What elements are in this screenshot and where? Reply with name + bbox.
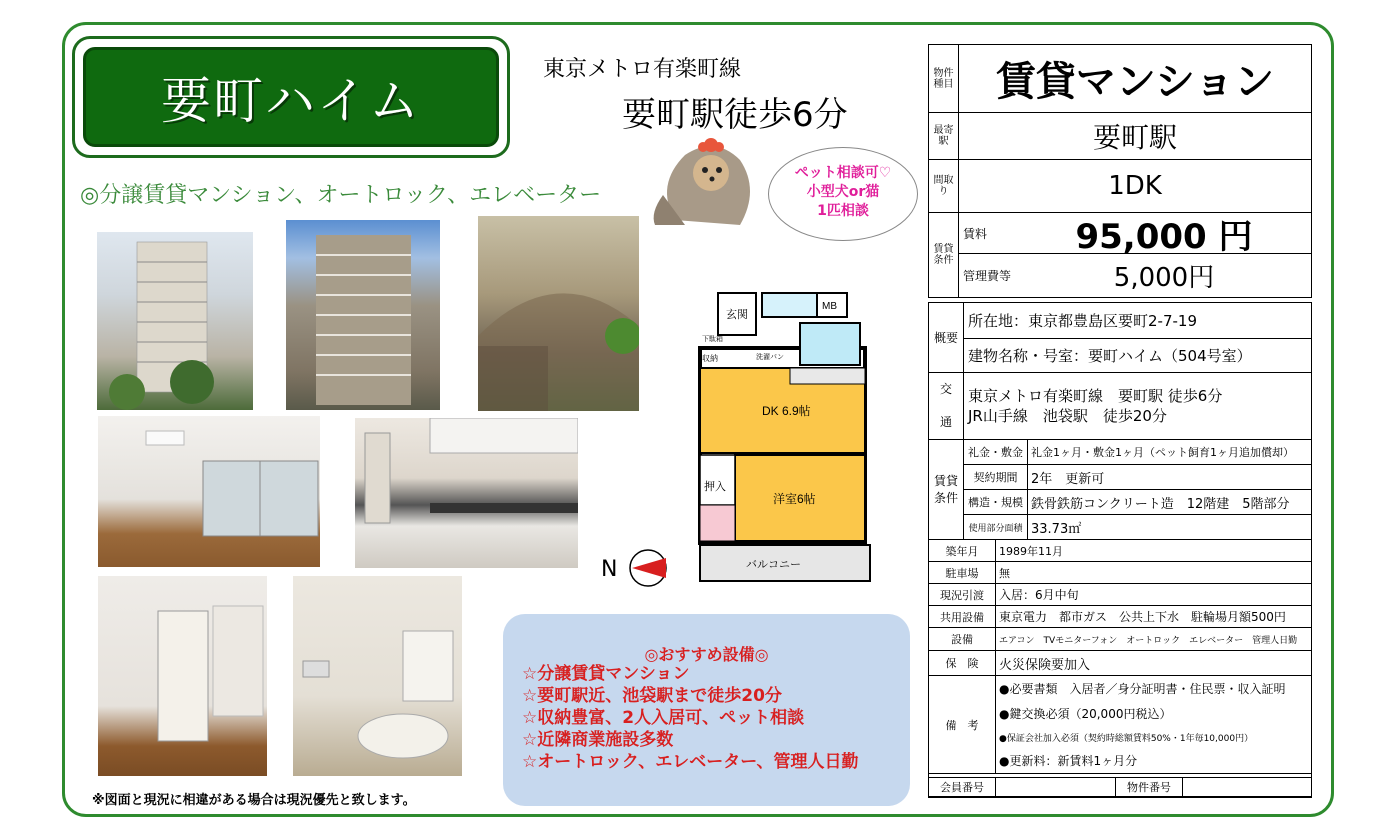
recommend-item: ☆オートロック、エレベーター、管理人日勤 xyxy=(522,752,859,772)
station-walk: 要町駅徒歩6分 xyxy=(622,95,848,135)
layout-label: 間取り xyxy=(929,160,959,213)
deposit-value: 礼金1ヶ月・敷金1ヶ月（ペット飼育1ヶ月追加償却） xyxy=(1028,440,1311,465)
transport-line-1: 東京メトロ有楽町線 要町駅 徒歩6分 xyxy=(968,387,1223,405)
building-photo-2 xyxy=(286,220,440,410)
remarks-value xyxy=(996,676,1311,774)
footnote: ※図面と現況に相違がある場合は現況優先と致します。 xyxy=(92,793,416,808)
transport-label-2: 通 xyxy=(939,415,952,429)
mgmt-value: 5,000円 xyxy=(1113,263,1215,293)
layout-value: 1DK xyxy=(959,160,1311,213)
property-no-label: 物件番号 xyxy=(1116,777,1183,797)
fp-laundry: 洗濯パン xyxy=(756,354,784,361)
built-value: 1989年11月 xyxy=(996,540,1311,562)
handover-value: 入居：6月中旬 xyxy=(996,584,1311,606)
utilities-label: 共用設備 xyxy=(929,606,996,628)
fp-closet: 押入 xyxy=(704,481,726,493)
fp-western: 洋室6帖 xyxy=(773,492,816,506)
recommend-item: ☆収納豊富、2人入居可、ペット相談 xyxy=(522,708,805,728)
fp-balcony: バルコニー xyxy=(746,559,801,571)
mgmt-label: 管理費等 xyxy=(963,268,1012,283)
remark-item: ●必要書類 入居者／身分証明書・住民票・収入証明 xyxy=(999,682,1286,697)
remarks-label: 備 考 xyxy=(929,676,996,774)
overview-label: 概要 xyxy=(929,303,964,373)
built-label: 築年月 xyxy=(929,540,996,562)
recommend-list xyxy=(522,663,859,773)
transport-line-2: JR山手線 池袋駅 徒歩20分 xyxy=(968,407,1167,425)
recommend-item: ☆分譲賃貸マンション xyxy=(522,664,690,684)
equipment-value: エアコン TVモニターフォン オートロック エレベーター 管理人日勤 xyxy=(996,628,1311,651)
transport-label xyxy=(929,373,964,440)
pet-line-3: 1匹相談 xyxy=(817,203,869,219)
contract-label: 契約期間 xyxy=(964,465,1028,490)
insurance-label: 保 険 xyxy=(929,651,996,676)
fp-shoe: 下駄箱 xyxy=(702,336,723,343)
floor-plan xyxy=(690,273,880,603)
member-value xyxy=(996,777,1116,797)
station-label: 最寄駅 xyxy=(929,113,959,160)
terms2-label: 賃貸条件 xyxy=(929,440,964,540)
transport-value xyxy=(964,373,1311,440)
building-photo-1 xyxy=(97,232,253,410)
recommend-title: ◎おすすめ設備◎ xyxy=(644,645,769,664)
remark-item: ●鍵交換必須（20,000円税込） xyxy=(999,707,1172,722)
room-photo xyxy=(98,416,320,567)
building-name: 建物名称・号室：要町ハイム（504号室） xyxy=(964,339,1311,373)
parking-label: 駐車場 xyxy=(929,562,996,584)
utilities-value: 東京電力 都市ガス 公共上下水 駐輪場月額500円 xyxy=(996,606,1311,628)
train-line: 東京メトロ有楽町線 xyxy=(543,57,742,82)
equipment-label: 設備 xyxy=(929,628,996,651)
area-value: 33.73㎡ xyxy=(1028,515,1311,540)
recommend-item: ☆近隣商業施設多数 xyxy=(522,730,674,750)
property-name: 要町ハイム xyxy=(83,47,499,147)
parking-value: 無 xyxy=(996,562,1311,584)
pet-line-2: 小型犬or猫 xyxy=(806,184,880,200)
pet-bubble-text xyxy=(768,164,918,221)
area-label: 使用部分面積 xyxy=(964,515,1028,540)
fp-mb: MB xyxy=(822,301,837,312)
features-line: ◎分譲賃貸マンション、オートロック、エレベーター xyxy=(80,183,602,208)
contract-value: 2年 更新可 xyxy=(1028,465,1311,490)
pet-line-1: ペット相談可♡ xyxy=(794,165,892,181)
entrance-photo xyxy=(478,216,639,411)
structure-label: 構造・規模 xyxy=(964,490,1028,515)
remark-item: ●更新料：新賃料1ヶ月分 xyxy=(999,753,1138,768)
fp-dk: DK 6.9帖 xyxy=(762,404,811,418)
deposit-label: 礼金・敷金 xyxy=(964,440,1028,465)
structure-value: 鉄骨鉄筋コンクリート造 12階建 5階部分 xyxy=(1028,490,1311,515)
compass-n-label: N xyxy=(601,557,618,582)
toilet-photo xyxy=(293,576,462,776)
recommend-item: ☆要町駅近、池袋駅まで徒歩20分 xyxy=(522,686,782,706)
title-banner xyxy=(72,36,510,158)
handover-label: 現況引渡 xyxy=(929,584,996,606)
fp-entrance: 玄関 xyxy=(726,309,748,321)
station-value: 要町駅 xyxy=(959,113,1311,160)
kitchen-photo xyxy=(355,418,578,568)
terms-label: 賃貸条件 xyxy=(929,213,959,297)
transport-label-1: 交 xyxy=(939,382,952,396)
hallway-photo xyxy=(98,576,267,776)
rent-label: 賃料 xyxy=(959,213,1017,254)
remark-item: ●保証会社加入必須（契約時総額賃料50%・1年毎10,000円） xyxy=(999,733,1254,744)
rent-value: 95,000 円 xyxy=(1017,213,1311,254)
member-label: 会員番号 xyxy=(929,777,996,797)
type-value: 賃貸マンション xyxy=(959,45,1311,113)
fp-storage: 収納 xyxy=(702,354,718,363)
insurance-value: 火災保険要加入 xyxy=(996,651,1311,676)
property-no-value xyxy=(1183,777,1311,797)
address: 所在地：東京都豊島区要町2-7-19 xyxy=(964,303,1311,339)
type-label: 物件種目 xyxy=(929,45,959,113)
dog-icon xyxy=(645,125,765,235)
